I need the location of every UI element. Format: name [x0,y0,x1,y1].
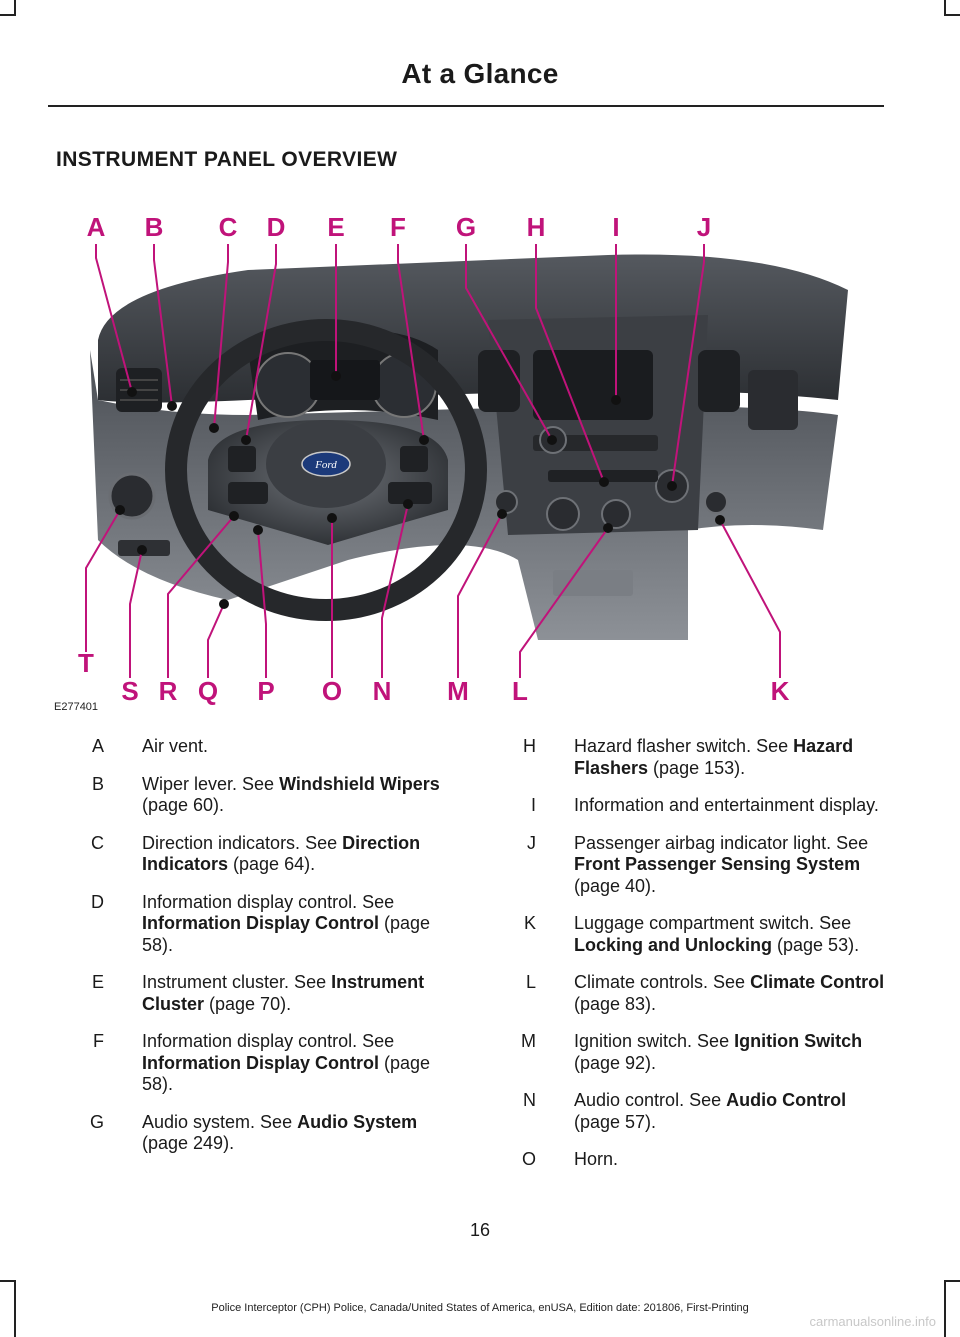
legend-left-column [56,736,456,1171]
figure-id: E277401 [54,701,99,713]
callout-letter: R [158,676,178,706]
legend-item: A Air vent. [56,736,456,758]
legend-key: K [523,913,536,933]
legend-item: N Audio control. See Audio Control (page 57). [488,1090,888,1133]
legend-key: N [523,1090,536,1110]
callout-letter: H [526,212,546,242]
cross-reference-link[interactable]: Audio Control [726,1090,847,1110]
callout-letter: P [257,676,275,706]
legend-key: G [89,1111,104,1132]
legend-item: E Instrument cluster. See Instrument Cluster (page 70). [56,972,456,1015]
ford-badge: Ford [315,459,337,471]
cross-reference-link[interactable]: Instrument Cluster [142,972,425,1014]
legend-right-column [488,736,888,1187]
crop-mark [14,0,16,14]
callout-letter: A [86,212,106,242]
cross-reference-link[interactable]: Audio System [297,1111,418,1132]
callout-letter: E [327,212,345,242]
callout-letter: T [78,648,94,678]
legend-item: J Passenger airbag indicator light. See Front Passenger Sensing System (page 40). [488,833,888,898]
cross-reference-link[interactable]: Information Display Control [142,1052,380,1073]
callout-letter: J [696,212,712,242]
cross-reference-link[interactable]: Locking and Unlocking [574,934,773,955]
callout-letter: S [121,676,139,706]
legend-key: E [91,972,104,992]
cross-reference-link[interactable]: Information Display Control [142,913,380,933]
legend-key: O [521,1149,536,1169]
crop-mark [0,1280,16,1282]
dashboard-illustration [48,200,884,720]
legend-item: M Ignition switch. See Ignition Switch (page 92). [488,1031,888,1074]
legend-key: M [521,1031,536,1051]
callout-letter: L [512,676,528,706]
page-number: 16 [469,1220,491,1240]
callout-letter: F [390,212,406,242]
legend-key: A [91,736,104,756]
legend-item: L Climate controls. See Climate Control (page 83). [488,972,888,1015]
page-header-title: At a Glance [401,58,559,89]
callout-letter: D [266,212,286,242]
callout-letters-bottom [78,648,790,706]
legend-key: B [91,773,104,794]
legend-item: C Direction indicators. See Direction Indicators (page 64). [56,833,456,876]
crop-mark [944,1280,960,1282]
legend-item: D Information display control. See Information Display Control (page 58). [56,892,456,957]
legend-item: G Audio system. See Audio System (page 249). [56,1112,456,1155]
callout-letter: B [144,212,164,242]
legend-key: J [527,832,536,853]
cross-reference-link[interactable]: Hazard Flashers [574,736,854,778]
legend-item: B Wiper lever. See Windshield Wipers (page 60). [56,774,456,817]
cross-reference-link[interactable]: Direction Indicators [142,832,421,874]
cross-reference-link[interactable]: Front Passenger Sensing System [574,854,861,874]
legend-key: C [91,832,104,853]
callout-letter: N [372,676,392,706]
legend-item: I Information and entertainment display. [488,795,888,817]
header-divider [48,105,884,107]
legend-key: F [93,1031,104,1051]
callout-letter: G [455,212,477,242]
legend-key: I [530,795,536,815]
legend-item: O Horn. [488,1149,888,1171]
legend-item: H Hazard flasher switch. See Hazard Flashers (page 153). [488,736,888,779]
legend-item: K Luggage compartment switch. See Locking and Unlocking (page 53). [488,913,888,956]
callout-letter: M [447,676,469,706]
callout-letter: C [218,212,238,242]
cross-reference-link[interactable]: Windshield Wipers [279,773,440,794]
crop-mark [944,0,946,14]
legend-key: H [523,736,536,756]
instrument-panel-figure [48,200,884,720]
watermark: carmanualsonline.info [809,1314,936,1329]
page-footer: Police Interceptor (CPH) Police, Canada/United States of America, enUSA, Edition date: 201806, First-Printing [211,1302,749,1314]
callout-letter: K [770,676,790,706]
section-title: INSTRUMENT PANEL OVERVIEW [56,148,398,171]
legend-key: D [91,891,104,912]
callout-letter: Q [197,676,219,706]
legend-item: F Information display control. See Information Display Control (page 58). [56,1031,456,1096]
crop-mark [944,14,960,16]
callout-letters-top [87,212,712,242]
callout-letter: O [321,676,343,706]
legend-key: L [525,972,536,992]
cross-reference-link[interactable]: Ignition Switch [734,1031,863,1051]
callout-letter: I [612,212,620,242]
crop-mark [0,14,16,16]
cross-reference-link[interactable]: Climate Control [750,972,885,992]
